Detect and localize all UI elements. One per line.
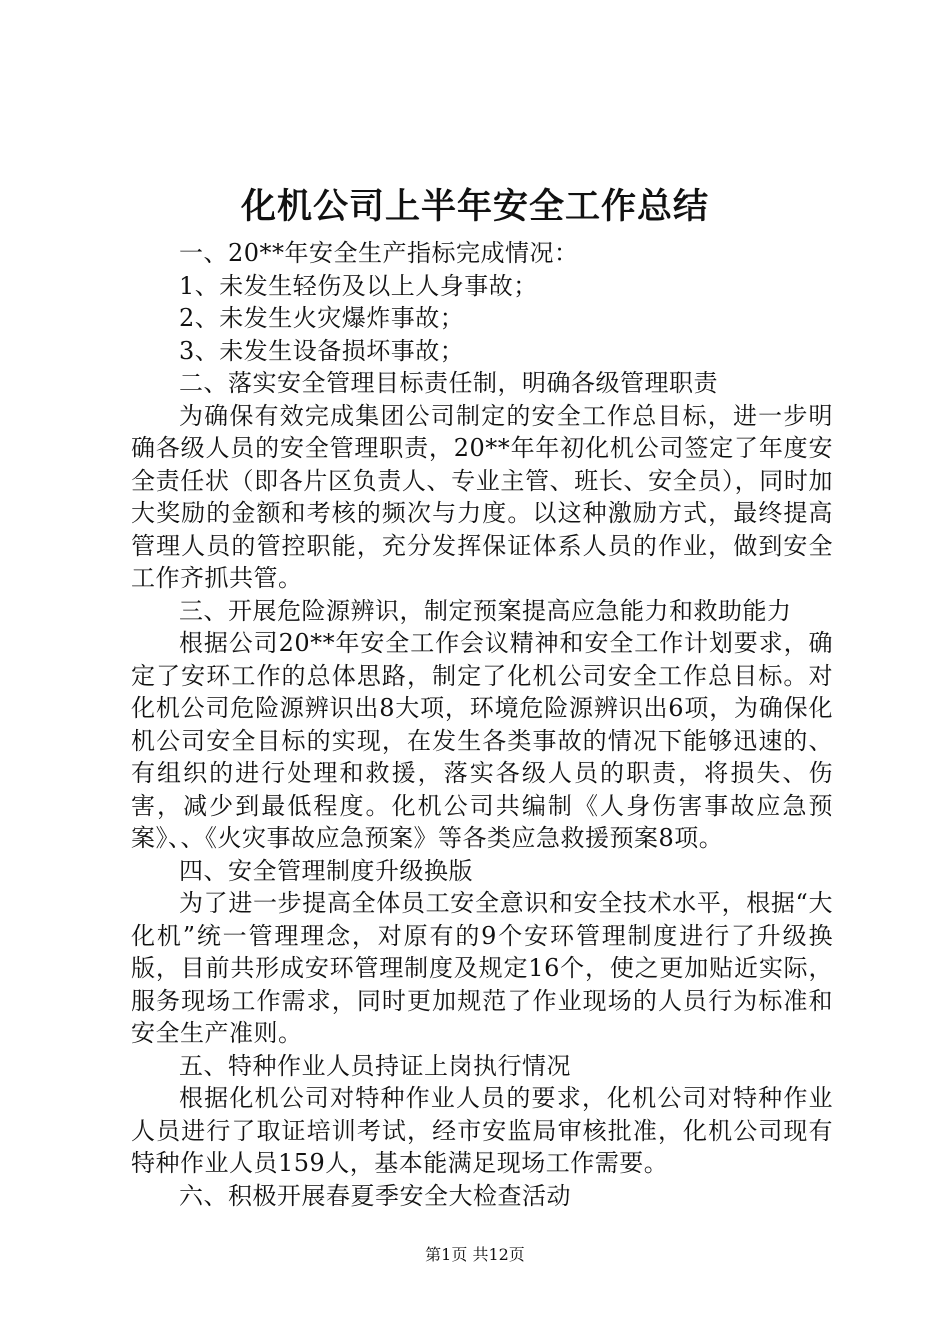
document-body	[131, 237, 833, 1212]
paragraph-section-4-body: 为了进一步提高全体员工安全意识和安全技术水平，根据“大化机”统一管理理念，对原有的9个安环管理制度进行了升级换版，目前共形成安环管理制度及规定16个，使之更加贴近实际，服务现场工作需求，同时更加规范了作业现场的人员行为标准和安全生产准则。	[131, 889, 833, 1047]
paragraph-item-1: 1、未发生轻伤及以上人身事故；	[179, 271, 538, 300]
paragraph-section-2-heading: 二、落实安全管理目标责任制，明确各级管理职责	[179, 369, 718, 397]
paragraph-item-3: 3、未发生设备损坏事故；	[179, 336, 465, 365]
paragraph-section-3-body: 根据公司20**年安全工作会议精神和安全工作计划要求，确定了安环工作的总体思路，制定了化机公司安全工作总目标。对化机公司危险源辨识出8大项，环境危险源辨识出6项，为确保化机公司安全目标的实现，在发生各类事故的情况下能够迅速的、有组织的进行处理和救援，落实各级人员的职责，将损失、伤害，减少到最低程度。化机公司共编制《人身伤害事故应急预案》、、《火灾事故应急预案》等各类应急救援预案8项。	[131, 629, 833, 852]
paragraph-item-2: 2、未发生火灾爆炸事故；	[179, 304, 465, 332]
paragraph-section-3-heading: 三、开展危险源辨识，制定预案提高应急能力和救助能力	[179, 596, 792, 625]
paragraph-section-5-heading: 五、特种作业人员持证上岗执行情况	[179, 1051, 571, 1080]
paragraph-section-6-heading: 六、积极开展春夏季安全大检查活动	[179, 1181, 571, 1210]
paragraph-section-2-body: 为确保有效完成集团公司制定的安全工作总目标，进一步明确各级人员的安全管理职责，20**年年初化机公司签定了年度安全责任状（即各片区负责人、专业主管、班长、安全员），同时加大奖励的金额和考核的频次与力度。以这种激励方式，最终提高管理人员的管控职能，充分发挥保证体系人员的作业，做到安全工作齐抓共管。	[131, 401, 833, 592]
document-title: 化机公司上半年安全工作总结	[240, 186, 709, 227]
paragraph-section-4-heading: 四、安全管理制度升级换版	[179, 856, 473, 885]
paragraph-section-1-heading: 一、20**年安全生产指标完成情况：	[179, 239, 579, 267]
paragraph-section-5-body: 根据化机公司对特种作业人员的要求，化机公司对特种作业人员进行了取证培训考试，经市安监局审核批准，化机公司现有特种作业人员159人，基本能满足现场工作需要。	[131, 1084, 833, 1177]
page-number-footer: 第1页 共12页	[425, 1245, 525, 1264]
